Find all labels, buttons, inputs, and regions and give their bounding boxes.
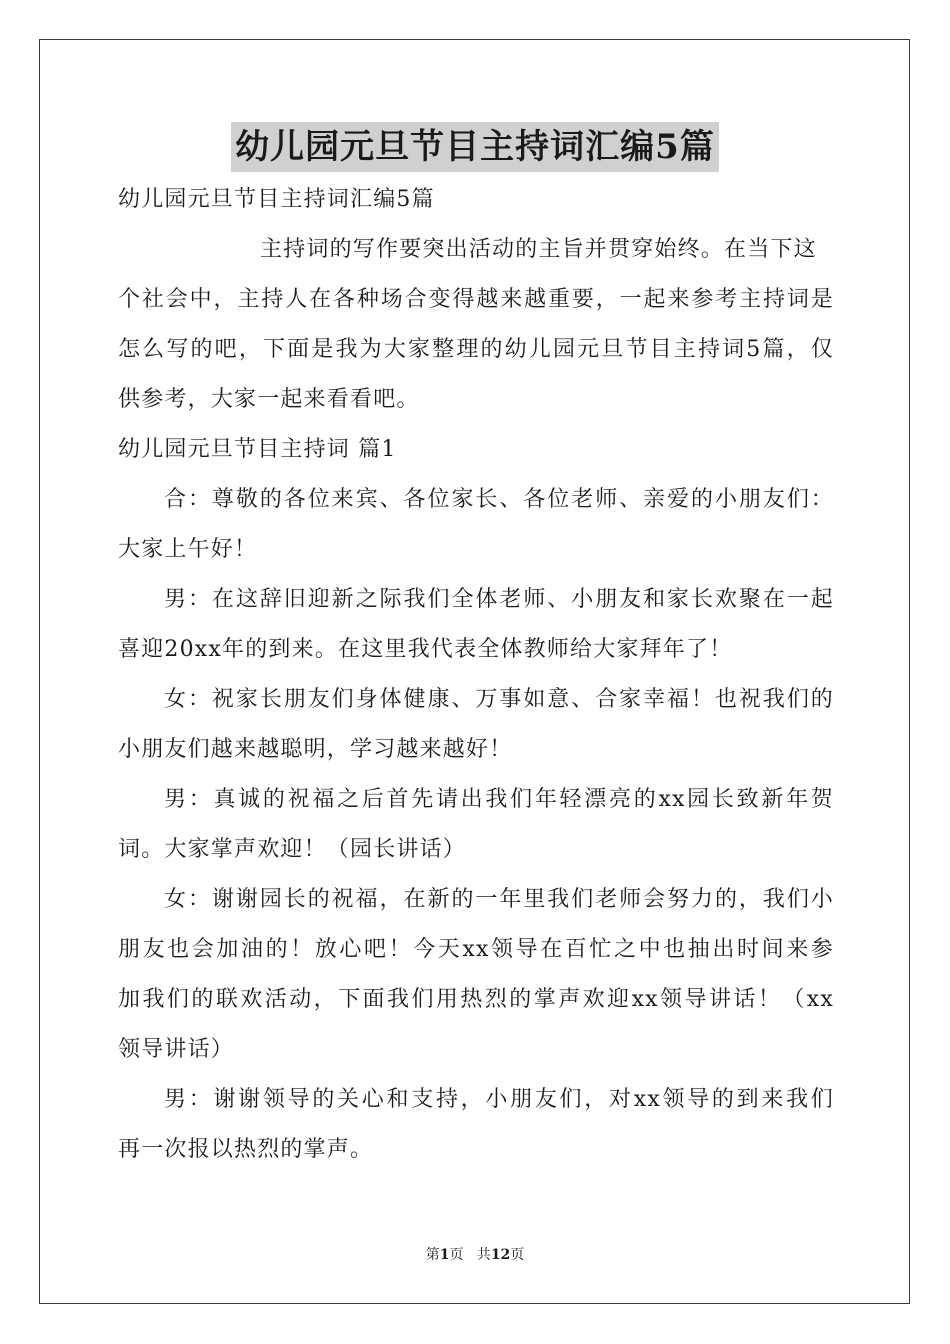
- footer-mid: 页 共: [449, 1247, 491, 1263]
- body-line: 词。大家掌声欢迎！（园长讲话）: [118, 837, 467, 862]
- footer-page-number: 1: [439, 1247, 450, 1263]
- document-title: 幼儿园元旦节目主持词汇编5篇: [231, 122, 719, 172]
- intro-line: 怎么写的吧，下面是我为大家整理的幼儿园元旦节目主持词5篇，仅: [118, 337, 834, 362]
- footer-prefix: 第: [425, 1247, 440, 1263]
- body-line: 小朋友们越来越聪明，学习越来越好！: [118, 737, 513, 762]
- body-line: 男：真诚的祝福之后首先请出我们年轻漂亮的xx园长致新年贺: [164, 787, 834, 812]
- footer-suffix: 页: [510, 1247, 525, 1263]
- section-heading: 幼儿园元旦节目主持词 篇1: [118, 437, 397, 462]
- body-line: 朋友也会加油的！放心吧！今天xx领导在百忙之中也抽出时间来参: [118, 937, 834, 962]
- page-footer: [0, 1244, 950, 1264]
- body-line: 女：谢谢园长的祝福，在新的一年里我们老师会努力的，我们小: [164, 887, 834, 912]
- body-line: 喜迎20xx年的到来。在这里我代表全体教师给大家拜年了！: [118, 637, 733, 662]
- intro-line: 主持词的写作要突出活动的主旨并贯穿始终。在当下这: [260, 237, 817, 262]
- body-line: 领导讲话）: [118, 1037, 235, 1062]
- body-line: 男：在这辞旧迎新之际我们全体老师、小朋友和家长欢聚在一起: [164, 587, 834, 612]
- body-line: 合：尊敬的各位来宾、各位家长、各位老师、亲爱的小朋友们：: [164, 487, 834, 512]
- body-line: 男：谢谢领导的关心和支持，小朋友们，对xx领导的到来我们: [164, 1087, 834, 1112]
- title-container: [0, 122, 950, 172]
- body-line: 大家上午好！: [118, 537, 258, 562]
- footer-total-pages: 12: [490, 1247, 511, 1263]
- document-subtitle: 幼儿园元旦节目主持词汇编5篇: [118, 187, 435, 212]
- body-line: 女：祝家长朋友们身体健康、万事如意、合家幸福！也祝我们的: [164, 687, 834, 712]
- body-line: 再一次报以热烈的掌声。: [118, 1137, 374, 1162]
- body-line: 加我们的联欢活动，下面我们用热烈的掌声欢迎xx领导讲话！（xx: [118, 987, 834, 1012]
- intro-line: 个社会中，主持人在各种场合变得越来越重要，一起来参考主持词是: [118, 287, 834, 312]
- intro-line: 供参考，大家一起来看看吧。: [118, 387, 420, 412]
